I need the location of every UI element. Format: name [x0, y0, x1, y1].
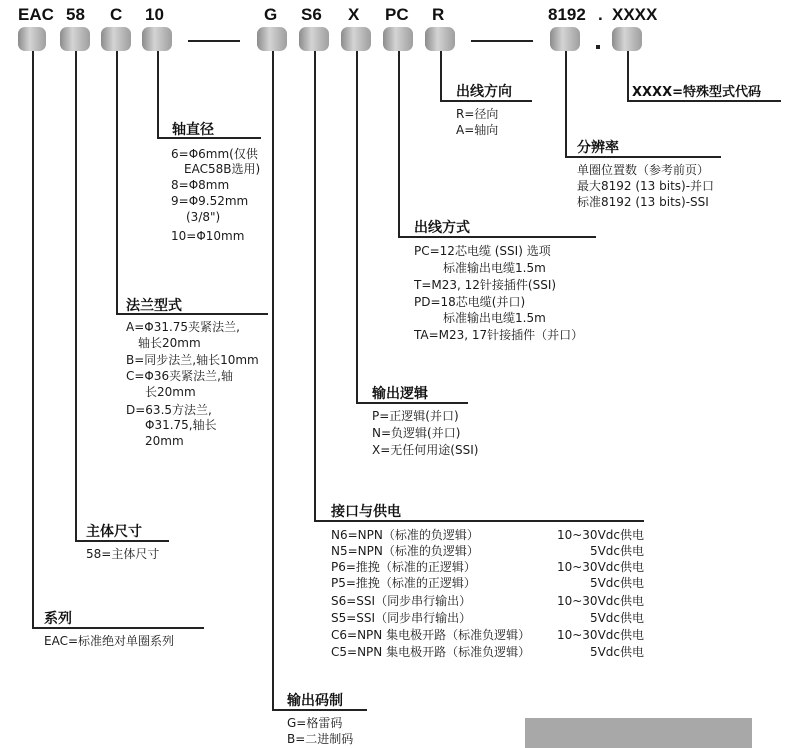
option-text: (3/8"): [186, 210, 221, 224]
option-text: PC=12芯电缆 (SSI) 选项: [414, 244, 551, 258]
code-box-interface: [299, 27, 329, 51]
code-separator-dot: .: [598, 5, 603, 24]
option-text: S5=SSI（同步串行输出）: [331, 611, 472, 625]
option-text: X=无任何用途(SSI): [372, 443, 479, 457]
option-text: 标准输出电缆1.5m: [443, 261, 546, 275]
code-box-direction: [425, 27, 455, 51]
code-box-series: [18, 27, 46, 51]
code-dash: [188, 40, 240, 42]
connector-line: [116, 51, 118, 314]
option-text: S6=SSI（同步串行输出）: [331, 594, 472, 608]
option-text: 轴长20mm: [138, 336, 201, 350]
connector-line: [356, 51, 358, 403]
option-text: 最大8192 (13 bits)-并口: [577, 179, 715, 193]
code-body-size: 58: [66, 5, 85, 24]
section-title: 轴直径: [172, 122, 214, 138]
cropped-panel: [525, 718, 752, 748]
code-box-shaft: [142, 27, 172, 51]
code-resolution: 8192: [548, 5, 586, 24]
code-box-body-size: [60, 27, 90, 51]
code-direction: R: [432, 5, 445, 24]
code-logic: X: [348, 5, 360, 24]
option-text: C=Φ36夹紧法兰,轴: [126, 369, 233, 383]
section-title: 输出码制: [287, 693, 343, 709]
code-dot: [596, 45, 600, 49]
section-title: 输出逻辑: [372, 386, 428, 402]
section-title: 接口与供电: [331, 504, 401, 520]
option-text: 20mm: [145, 434, 184, 448]
option-text: G=格雷码: [287, 716, 343, 730]
section-title: 系列: [44, 611, 72, 627]
option-text: EAC=标准绝对单圈系列: [44, 634, 175, 648]
connector-line: [398, 51, 400, 237]
option-text: N5=NPN（标准的负逻辑）: [331, 544, 479, 558]
connector-line: [157, 51, 159, 138]
code-code-type: G: [264, 5, 278, 24]
option-text: P=正逻辑(并口): [372, 409, 459, 423]
option-text: R=径向: [456, 107, 499, 121]
option-text: B=二进制码: [287, 732, 354, 746]
option-text: 单圈位置数（参考前页）: [577, 163, 710, 177]
option-text: 58=主体尺寸: [86, 547, 160, 561]
connector-line: [565, 51, 567, 157]
option-text: B=同步法兰,轴长10mm: [126, 353, 259, 367]
connector-line: [75, 51, 77, 541]
code-dash: [471, 40, 533, 42]
connector-line: [314, 51, 316, 521]
option-text: TA=M23, 17针接插件（并口）: [414, 328, 584, 342]
section-title: 主体尺寸: [86, 524, 142, 540]
option-text: T=M23, 12针接插件(SSI): [414, 278, 557, 292]
code-box-flange: [101, 27, 131, 51]
connector-line: [627, 100, 781, 102]
option-text: 9=Φ9.52mm: [171, 194, 249, 208]
option-supply: 5Vdc供电: [589, 611, 644, 625]
code-series: EAC: [18, 5, 54, 24]
option-text: Φ31.75,轴长: [145, 418, 217, 432]
option-text: P5=推挽（标准的正逻辑）: [331, 576, 476, 590]
option-text: 标准8192 (13 bits)-SSI: [577, 195, 709, 209]
option-text: A=Φ31.75夹紧法兰,: [126, 320, 240, 334]
option-text: A=轴向: [456, 123, 499, 137]
option-supply: 10~30Vdc供电: [556, 528, 644, 542]
code-box-resolution: [550, 27, 580, 51]
section-title: 出线方式: [414, 220, 470, 236]
option-supply: 10~30Vdc供电: [556, 628, 644, 642]
section-title: 出线方向: [456, 84, 512, 100]
connector-line: [272, 51, 274, 710]
option-text: EAC58B选用): [184, 162, 261, 176]
option-text: 长20mm: [145, 385, 196, 399]
option-text: N6=NPN（标准的负逻辑）: [331, 528, 479, 542]
connector-line: [32, 51, 34, 628]
option-text: C6=NPN 集电极开路（标准负逻辑）: [331, 628, 531, 642]
option-text: 10=Φ10mm: [171, 229, 245, 243]
option-text: N=负逻辑(并口): [372, 426, 461, 440]
option-supply: 10~30Vdc供电: [556, 594, 644, 608]
code-interface: S6: [301, 5, 322, 24]
option-text: 标准输出电缆1.5m: [443, 311, 546, 325]
code-box-code-type: [257, 27, 287, 51]
option-text: C5=NPN 集电极开路（标准负逻辑）: [331, 645, 531, 659]
option-text: D=63.5方法兰,: [126, 403, 212, 417]
code-box-cable-type: [383, 27, 413, 51]
option-supply: 5Vdc供电: [589, 544, 644, 558]
section-title: XXXX=特殊型式代码: [632, 85, 761, 100]
code-box-special: [612, 27, 642, 51]
code-cable-type: PC: [385, 5, 409, 24]
option-text: 6=Φ6mm(仅供: [171, 147, 258, 161]
connector-line: [627, 51, 629, 101]
code-box-logic: [341, 27, 371, 51]
option-supply: 10~30Vdc供电: [556, 560, 644, 574]
option-text: 8=Φ8mm: [171, 178, 230, 192]
option-text: P6=推挽（标准的正逻辑）: [331, 560, 476, 574]
code-shaft: 10: [145, 5, 164, 24]
option-text: PD=18芯电缆(并口): [414, 295, 526, 309]
code-flange: C: [110, 5, 123, 24]
code-special: XXXX: [612, 5, 658, 24]
section-title: 分辨率: [577, 140, 619, 156]
section-title: 法兰型式: [126, 298, 182, 314]
connector-line: [440, 51, 442, 101]
option-supply: 5Vdc供电: [589, 645, 644, 659]
option-supply: 5Vdc供电: [589, 576, 644, 590]
